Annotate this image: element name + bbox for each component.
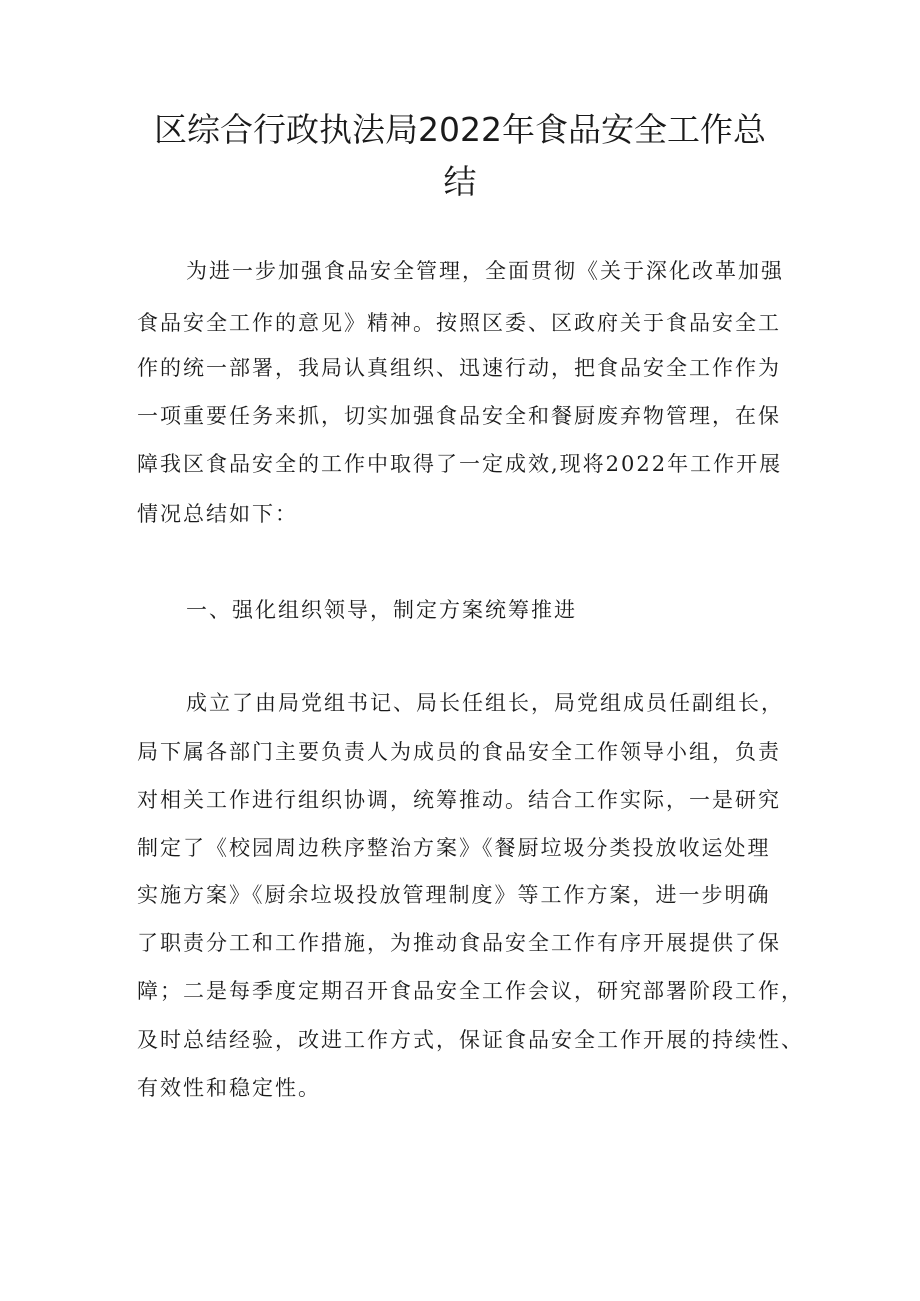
paragraph-1-line-4: 一项重要任务来抓，切实加强食品安全和餐厨废弃物管理，在保	[137, 404, 781, 428]
paragraph-1-line-5: 障我区食品安全的工作中取得了一定成效,现将2022年工作开展	[137, 452, 783, 476]
document-title-line-1: 区综合行政执法局2022年食品安全工作总	[154, 110, 766, 149]
paragraph-1-line-2: 食品安全工作的意见》精神。按照区委、区政府关于食品安全工	[137, 311, 781, 335]
paragraph-2-line-4: 制定了《校园周边秩序整治方案》《餐厨垃圾分类投放收运处理	[137, 836, 771, 860]
section-heading-1: 一、强化组织领导，制定方案统筹推进	[186, 598, 577, 622]
document-title-line-2: 结	[443, 162, 477, 201]
paragraph-2-line-5: 实施方案》《厨余垃圾投放管理制度》等工作方案，进一步明确	[137, 883, 771, 907]
paragraph-1-line-1: 为进一步加强食品安全管理，全面贯彻《关于深化改革加强	[186, 259, 784, 283]
paragraph-2-line-7: 障；二是每季度定期召开食品安全工作会议，研究部署阶段工作，	[137, 979, 804, 1003]
paragraph-2-line-3: 对相关工作进行组织协调，统筹推动。结合工作实际，一是研究	[137, 788, 781, 812]
paragraph-1-line-3: 作的统一部署，我局认真组织、迅速行动，把食品安全工作作为	[137, 356, 781, 380]
paragraph-2-line-2: 局下属各部门主要负责人为成员的食品安全工作领导小组，负责	[137, 740, 781, 764]
paragraph-2-line-1: 成立了由局党组书记、局长任组长，局党组成员任副组长，	[186, 691, 784, 715]
paragraph-2-line-8: 及时总结经验，改进工作方式，保证食品安全工作开展的持续性、	[137, 1028, 804, 1052]
paragraph-2-line-9: 有效性和稳定性。	[137, 1076, 321, 1100]
paragraph-1-line-6: 情况总结如下：	[137, 502, 298, 526]
paragraph-2-line-6: 了职责分工和工作措施，为推动食品安全工作有序开展提供了保	[137, 931, 781, 955]
